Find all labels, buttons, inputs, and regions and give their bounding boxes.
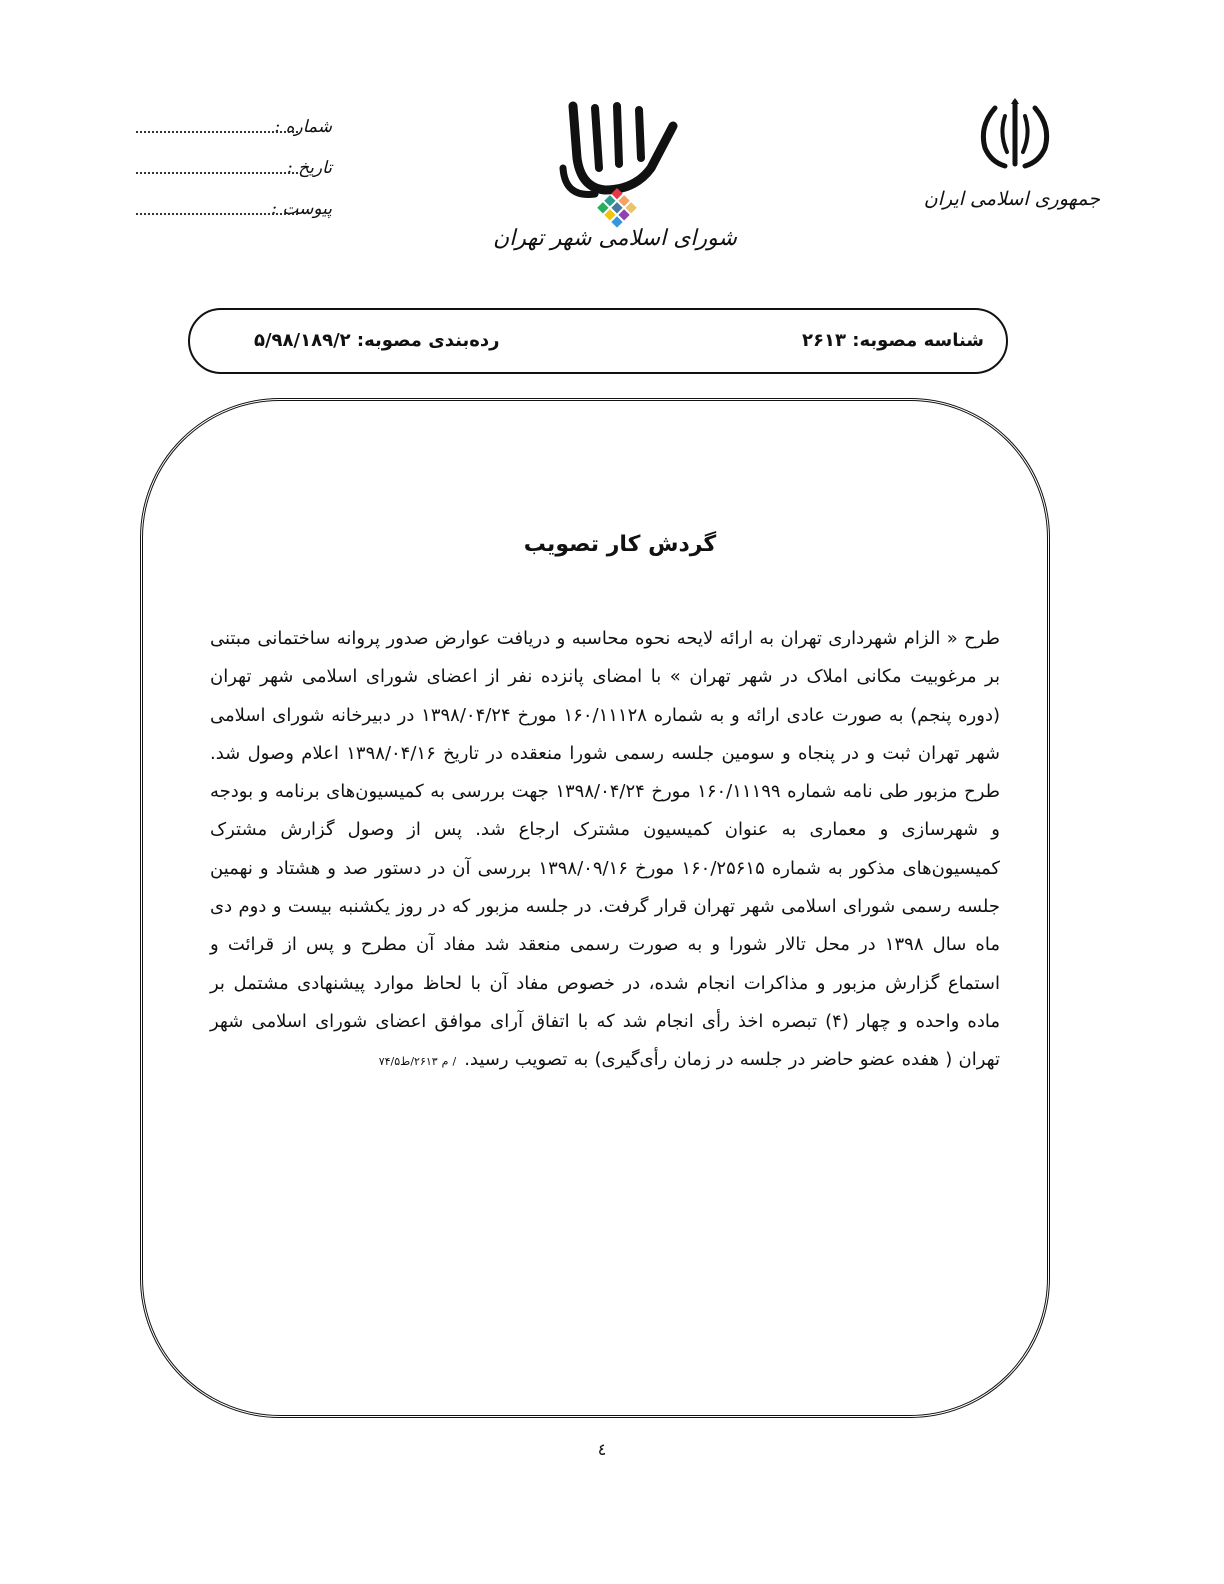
approval-classification: رده‌بندی مصوبه: ۵/۹۸/۱۸۹/۲ bbox=[254, 330, 500, 351]
approval-id: شناسه مصوبه: ۲۶۱۳ bbox=[802, 330, 984, 351]
council-name: شورای اسلامی شهر تهران bbox=[493, 226, 737, 251]
reference-code: / م ۲۶۱۳/ط۷۴/۵ bbox=[378, 1055, 457, 1069]
attachment-field bbox=[136, 198, 332, 222]
number-field bbox=[136, 116, 332, 140]
number-label: شماره : bbox=[274, 117, 332, 137]
date-dotted-line bbox=[136, 172, 298, 174]
date-label: تاریخ : bbox=[287, 158, 332, 178]
document-body-text: طرح « الزام شهرداری تهران به ارائه لایحه نحوه محاسبه و دریافت عوارض صدور پروانه ساختمانی مبتنی بر مرغوبیت مکانی املاک در شهر تهران » با امضای پانزده نفر از اعضای شورای اسلامی شهر تهران (دوره پنجم) به صورت عادی ارائه و به شماره ۱۶۰/۱۱۱۲۸ مورخ ۱۳۹۸/۰۴/۲۴ در دبیرخانه شورای اسلامی شهر تهران ثبت و در پنجاه و سومین جلسه رسمی شورا منعقده در تاریخ ۱۳۹۸/۰۴/۱۶ اعلام وصول شد. طرح مزبور طی نامه شماره ۱۶۰/۱۱۱۹۹ مورخ ۱۳۹۸/۰۴/۲۴ جهت بررسی به کمیسیون‌های برنامه و بودجه و شهرسازی و معماری به عنوان کمیسیون مشترک ارجاع شد. پس از وصول گزارش مشترک کمیسیون‌های مذکور به شماره ۱۶۰/۲۵۶۱۵ مورخ ۱۳۹۸/۰۹/۱۶ بررسی آن در دستور صد و هشتاد و نهمین جلسه رسمی شورای اسلامی شهر تهران قرار گرفت. در جلسه مزبور که در روز یکشنبه بیست و دوم دی ماه سال ۱۳۹۸ در محل تالار شورا و به صورت رسمی منعقد شد مفاد آن مطرح و پس از قرائت و استماع گزارش مزبور و مذاکرات انجام شده، در خصوص مفاد آن با لحاظ موارد پیشنهادی مشتمل بر ماده واحده و چهار (۴) تبصره اخذ رأی انجام شد که با اتفاق آرای موافق اعضای شورای اسلامی شهر تهران ( هفده عضو حاضر در جلسه در زمان رأی‌گیری) به تصویب رسید. bbox=[210, 628, 1001, 1071]
approval-id-box bbox=[188, 308, 1008, 374]
iran-emblem-icon bbox=[975, 98, 1055, 170]
number-dotted-line bbox=[136, 131, 298, 133]
country-name: جمهوری اسلامی ایران bbox=[923, 188, 1100, 210]
tehran-council-logo-icon bbox=[555, 98, 685, 228]
date-field bbox=[136, 157, 332, 181]
document-body bbox=[210, 620, 1000, 1082]
page-number: ٤ bbox=[597, 1440, 607, 1459]
attachment-label: پیوست : bbox=[271, 199, 332, 219]
attachment-dotted-line bbox=[136, 213, 298, 215]
document-title: گردش کار تصویب bbox=[523, 532, 717, 557]
